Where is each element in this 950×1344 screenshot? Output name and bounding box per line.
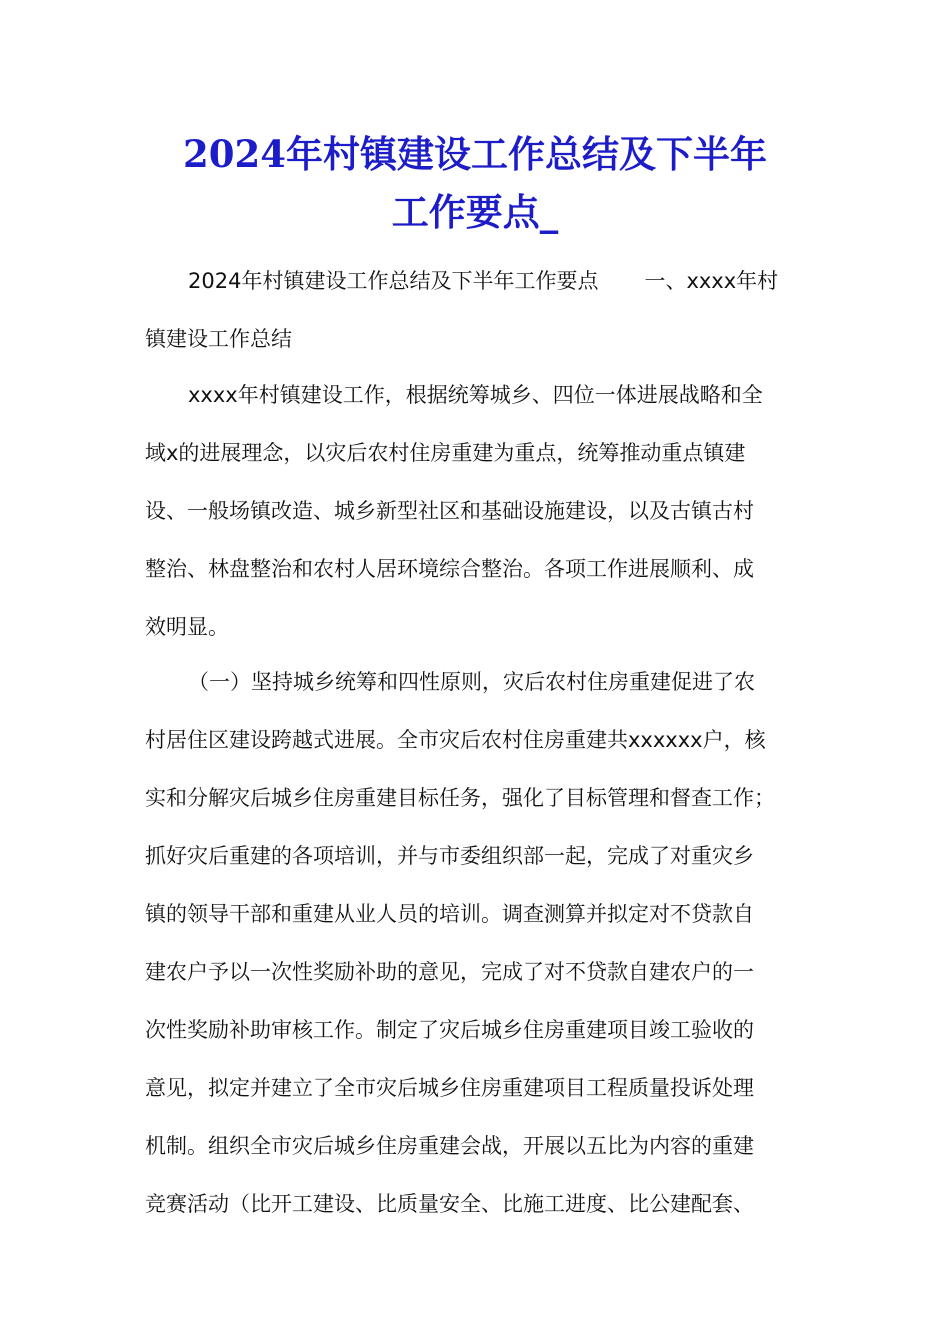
document-title-line-2: 工作要点_	[391, 190, 559, 234]
paragraph-1	[145, 366, 805, 656]
paragraph-line: 设、一般场镇改造、城乡新型社区和基础设施建设，以及古镇古村	[145, 499, 754, 523]
paragraph-line: 次性奖励补助审核工作。制定了灾后城乡住房重建项目竣工验收的	[145, 1018, 754, 1042]
paragraph-line: xxxx年村镇建设工作，根据统筹城乡、四位一体进展战略和全	[188, 383, 763, 407]
paragraph-line: 实和分解灾后城乡住房重建目标任务，强化了目标管理和督查工作；	[145, 786, 775, 810]
intro-line-1	[145, 252, 805, 310]
paragraph-line: 机制。组织全市灾后城乡住房重建会战，开展以五比为内容的重建	[145, 1134, 754, 1158]
document-title-line-1: 2024年村镇建设工作总结及下半年	[183, 132, 767, 176]
paragraph-line: 抓好灾后重建的各项培训，并与市委组织部一起，完成了对重灾乡	[145, 844, 754, 868]
paragraph-line: 建农户予以一次性奖励补助的意见，完成了对不贷款自建农户的一	[145, 960, 754, 984]
paragraph-line: 意见，拟定并建立了全市灾后城乡住房重建项目工程质量投诉处理	[145, 1076, 754, 1100]
paragraph-line: 整治、林盘整治和农村人居环境综合整治。各项工作进展顺利、成	[145, 557, 754, 581]
paragraph-line: 村居住区建设跨越式进展。全市灾后农村住房重建共xxxxxx户，核	[145, 728, 766, 752]
paragraph-line: （一）坚持城乡统筹和四性原则，灾后农村住房重建促进了农	[188, 670, 755, 694]
intro-text-part-1: 2024年村镇建设工作总结及下半年工作要点	[188, 269, 599, 293]
intro-line-2: 镇建设工作总结	[145, 327, 292, 351]
paragraph-line: 镇的领导干部和重建从业人员的培训。调查测算并拟定对不贷款自	[145, 902, 754, 926]
intro-text-part-2: 一、xxxx年村	[644, 269, 779, 293]
paragraph-2	[145, 653, 805, 1233]
paragraph-line: 效明显。	[145, 615, 229, 639]
paragraph-line: 竞赛活动（比开工建设、比质量安全、比施工进度、比公建配套、	[145, 1192, 754, 1216]
paragraph-line: 域x的进展理念，以灾后农村住房重建为重点，统筹推动重点镇建	[145, 441, 746, 465]
intro-paragraph	[145, 252, 805, 368]
